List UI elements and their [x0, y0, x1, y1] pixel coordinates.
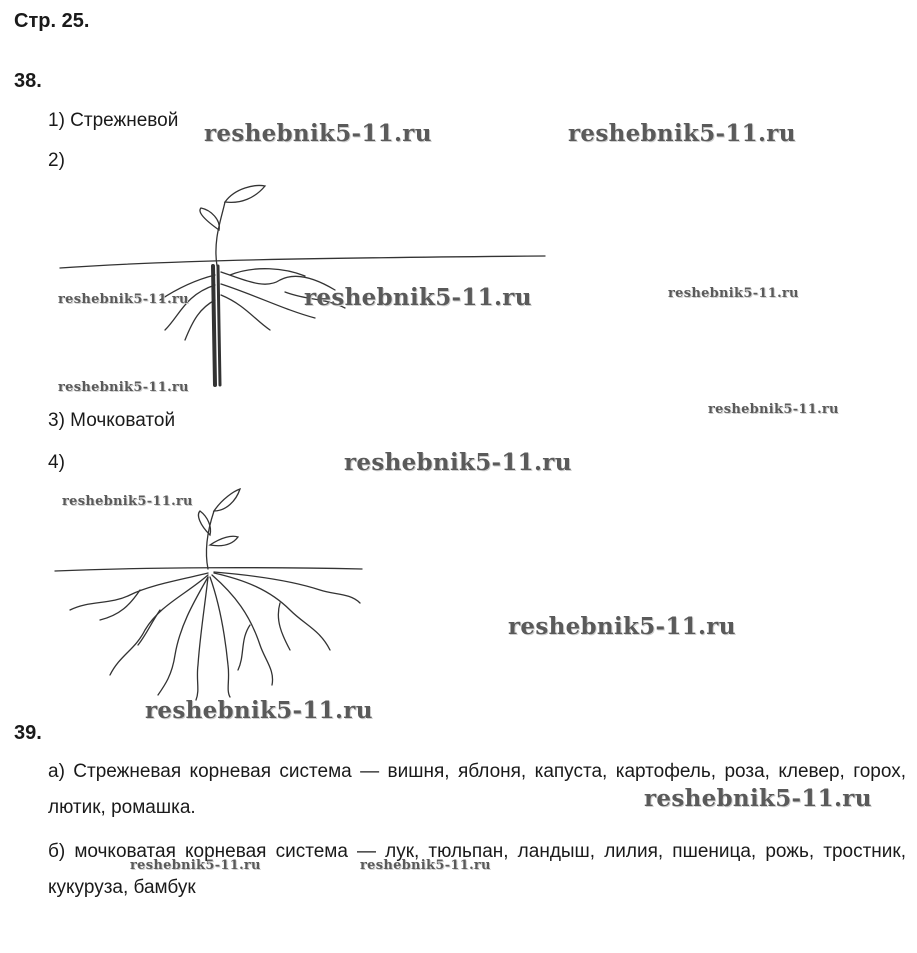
- watermark: reshebnik5-11.ru: [360, 858, 491, 873]
- leaf: [214, 489, 240, 511]
- watermark: reshebnik5-11.ru: [304, 284, 532, 311]
- watermark: reshebnik5-11.ru: [145, 697, 373, 724]
- watermark: reshebnik5-11.ru: [62, 494, 193, 509]
- watermark: reshebnik5-11.ru: [130, 858, 261, 873]
- watermark: reshebnik5-11.ru: [344, 449, 572, 476]
- watermark: reshebnik5-11.ru: [568, 120, 796, 147]
- task-38-number: 38.: [14, 70, 42, 92]
- fibrous-drawing: [50, 485, 380, 705]
- watermark: reshebnik5-11.ru: [58, 380, 189, 395]
- task-38-answer-3: 3) Мочковатой: [48, 410, 176, 431]
- stem: [216, 202, 225, 266]
- leaf: [225, 186, 265, 203]
- task-39-number: 39.: [14, 722, 42, 744]
- taproot: [213, 266, 215, 385]
- watermark: reshebnik5-11.ru: [508, 613, 736, 640]
- watermark: reshebnik5-11.ru: [708, 402, 839, 417]
- task-39-part-a: а) Стрежневая корневая система — вишня, яблоня, капуста, картофель, роза, клевер, горох, лютик, ромашка.: [48, 761, 906, 818]
- task-39-part-b: б) мочковатая корневая система — лук, тюльпан, ландыш, лилия, пшеница, рожь, тростник, кукуруза, бамбук: [48, 841, 906, 898]
- leaf: [200, 208, 219, 230]
- watermark: reshebnik5-11.ru: [644, 785, 872, 812]
- ground-line: [60, 256, 545, 268]
- task-38-answer-4: 4): [48, 452, 65, 473]
- leaf: [210, 536, 238, 545]
- watermark: reshebnik5-11.ru: [668, 286, 799, 301]
- watermark: reshebnik5-11.ru: [58, 292, 189, 307]
- task-38-answer-2: 2): [48, 150, 65, 171]
- watermark: reshebnik5-11.ru: [204, 120, 432, 147]
- page-title: Стр. 25.: [14, 10, 90, 32]
- task-38-answer-1: 1) Стрежневой: [48, 110, 179, 131]
